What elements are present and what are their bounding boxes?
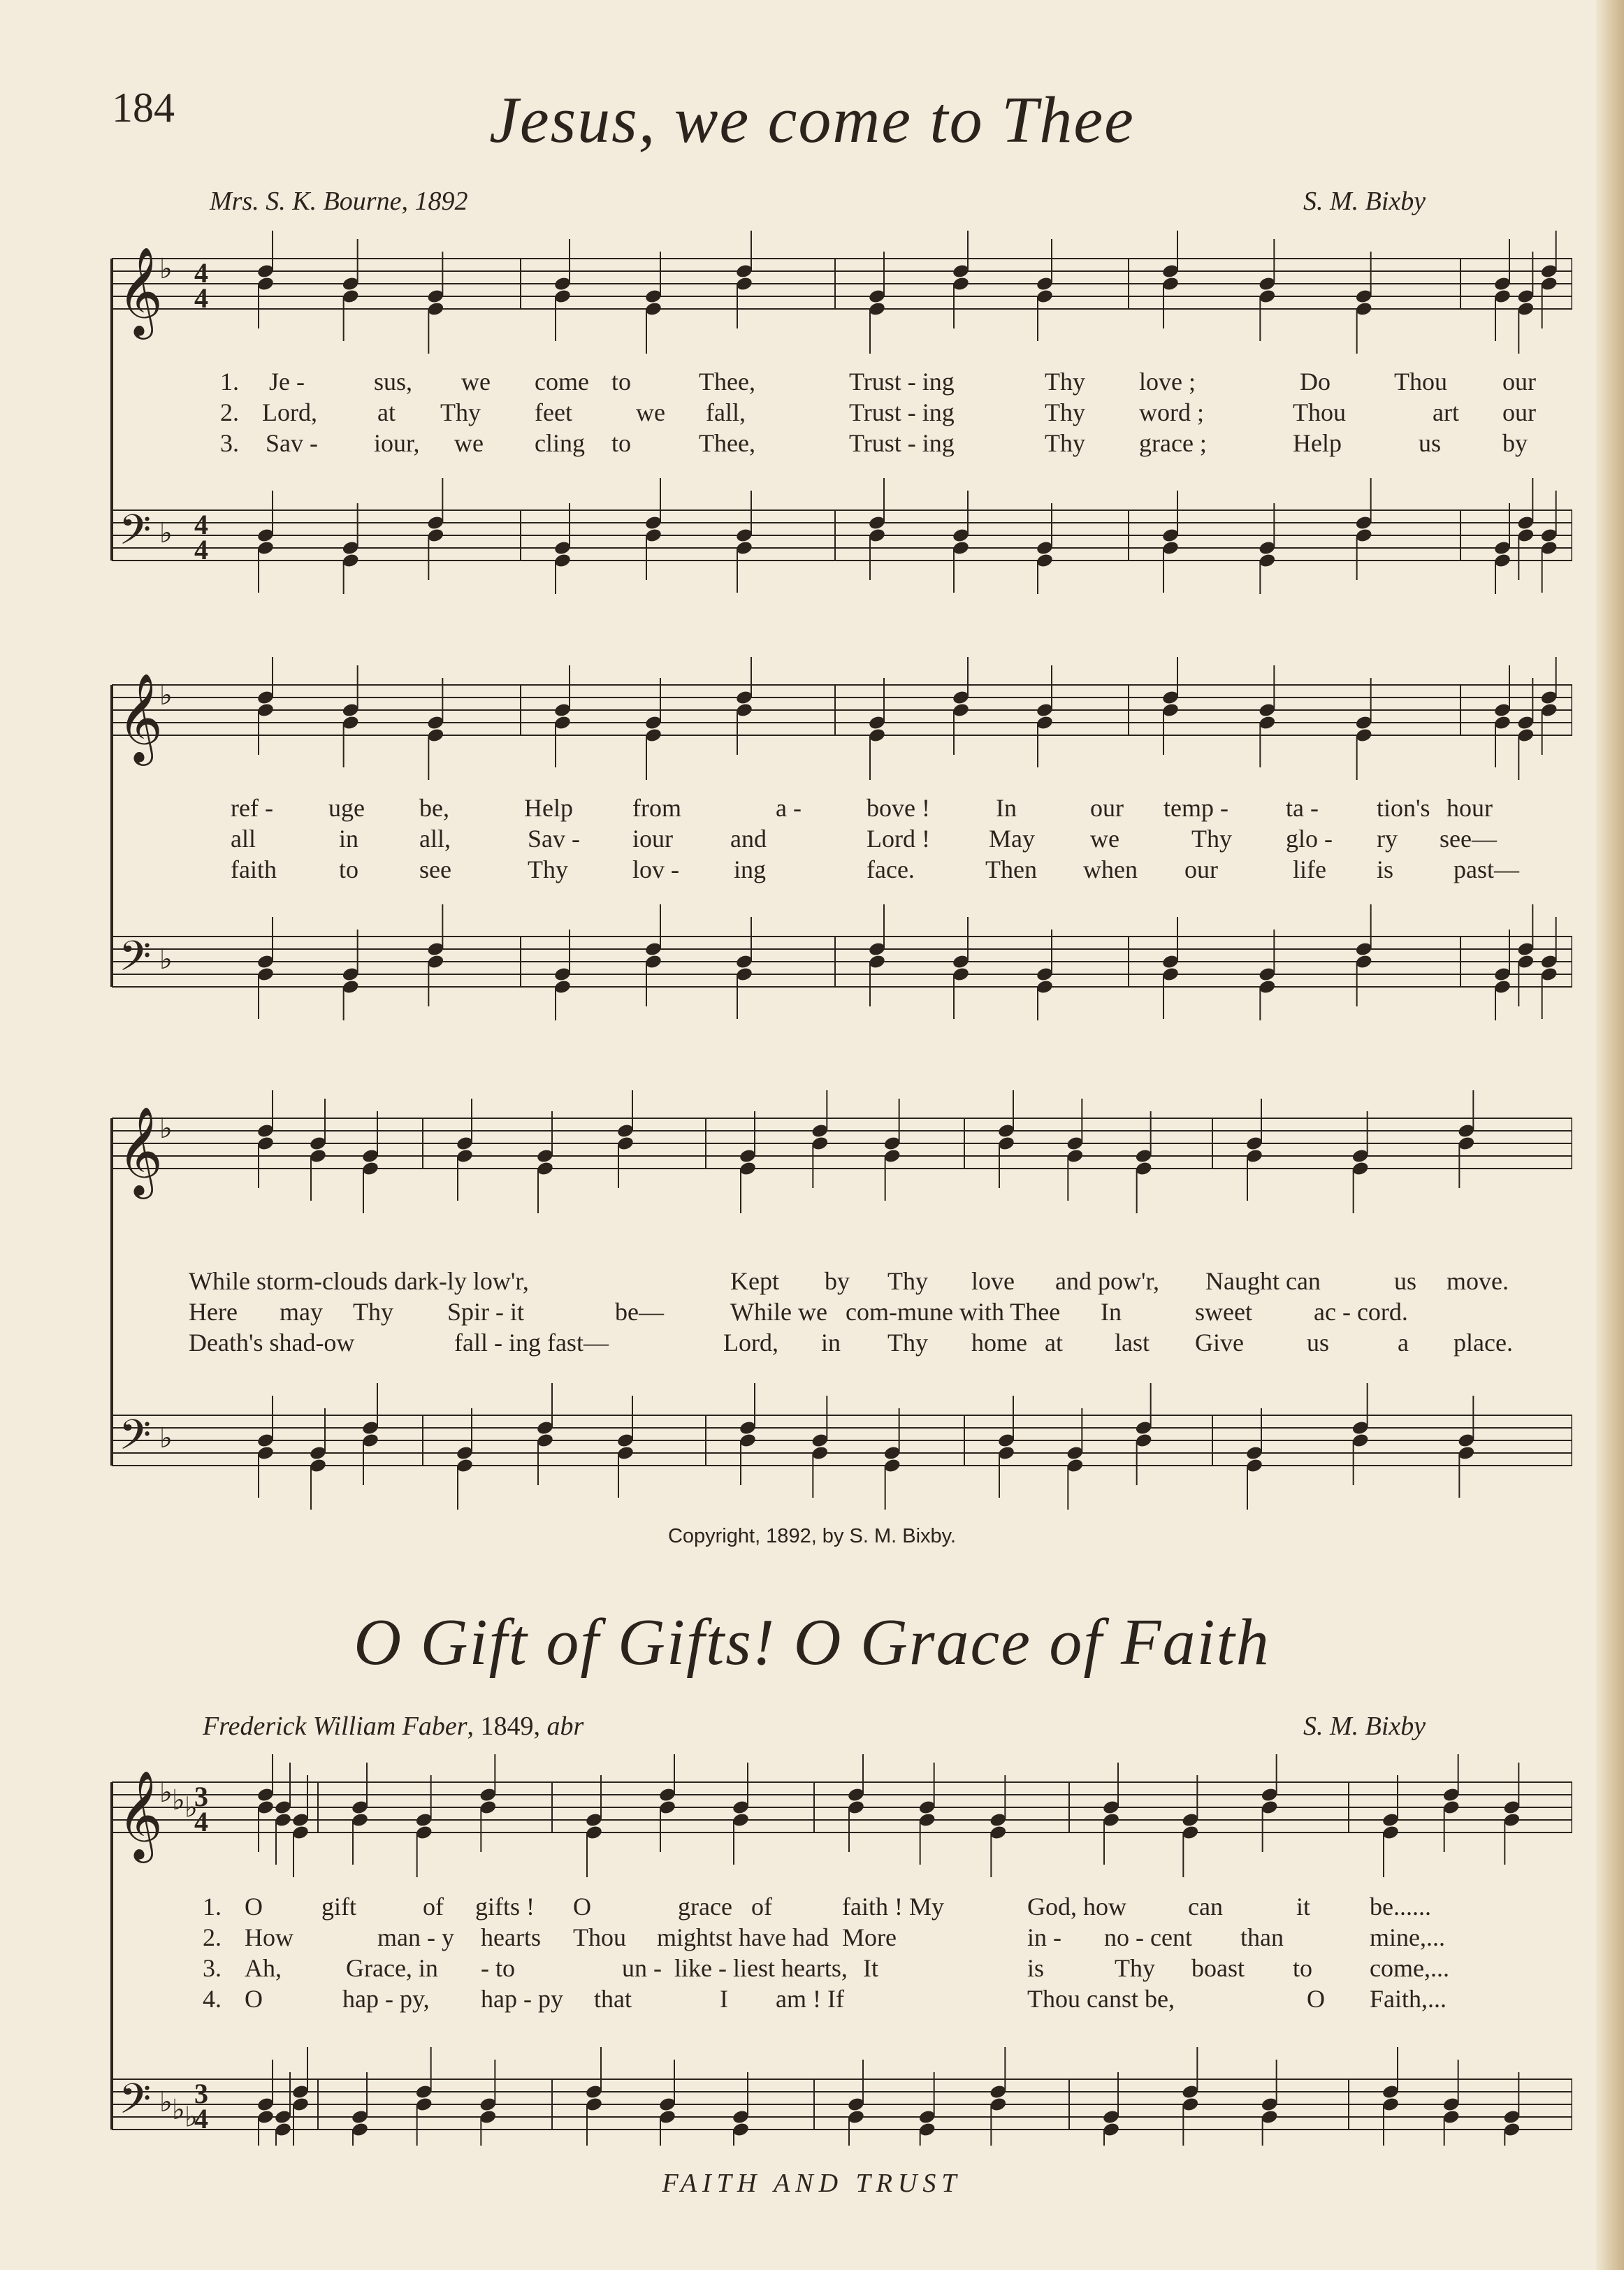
page-number: 184 (112, 85, 175, 131)
lyric-syllable: In (996, 794, 1017, 822)
lyric-syllable: Thou (1394, 368, 1447, 396)
lyric-syllable: un - (622, 1954, 662, 1982)
lyric-syllable: Thee, (699, 429, 755, 457)
lyric-syllable: Give (1195, 1329, 1244, 1357)
time-signature-denominator: 4 (194, 282, 208, 314)
lyric-syllable: 4. (203, 1985, 222, 2013)
bass-clef-icon: 𝄢 (119, 1410, 152, 1469)
hymn2-title: O Gift of Gifts! O Grace of Faith (354, 1606, 1270, 1679)
flat-icon: ♭ (184, 2101, 198, 2133)
author-name: Frederick William Faber (203, 1712, 467, 1741)
lyric-syllable: Thou (1293, 398, 1346, 426)
time-signature-denominator: 4 (194, 1806, 208, 1837)
hymn2-system-1 (105, 1754, 1572, 2146)
lyric-syllable: Naught can (1205, 1267, 1321, 1295)
lyric-syllable: in - (1027, 1923, 1061, 1951)
lyric-syllable: when (1083, 855, 1138, 883)
lyrics-block (105, 793, 1572, 885)
lyric-syllable: than (1240, 1923, 1284, 1951)
lyric-syllable: be— (615, 1298, 664, 1326)
lyric-syllable: Sav - (266, 429, 318, 457)
lyric-syllable: be, (419, 794, 449, 822)
lyric-syllable: see— (1440, 825, 1497, 853)
lyric-syllable: of (423, 1893, 444, 1921)
lyric-syllable: face. (867, 855, 915, 883)
lyric-syllable: Help (1293, 429, 1342, 457)
lyric-syllable: God, how (1027, 1893, 1126, 1921)
lyric-syllable: art (1433, 398, 1459, 426)
verse-line (105, 1297, 1572, 1328)
time-signature-denominator: 4 (194, 534, 208, 565)
lyric-syllable: see (419, 855, 451, 883)
bass-clef-icon: 𝄢 (119, 2074, 152, 2133)
lyric-syllable: 1. (203, 1893, 222, 1921)
treble-clef-icon: 𝄞 (117, 1770, 164, 1859)
lyric-syllable: temp - (1163, 794, 1228, 822)
time-signature-denominator: 4 (194, 2103, 208, 2134)
lyric-syllable: us (1307, 1329, 1330, 1357)
lyric-syllable: iour, (374, 429, 420, 457)
lyric-syllable: our (1502, 368, 1536, 396)
lyric-syllable: to (339, 855, 359, 883)
lyric-syllable: Thy (1115, 1954, 1155, 1982)
lyric-syllable: Faith,... (1370, 1985, 1447, 2013)
time-signature-numerator: 4 (194, 509, 208, 540)
lyric-syllable: life (1293, 855, 1326, 883)
flat-icon: ♭ (159, 2086, 173, 2118)
lyric-syllable: like - liest hearts, (674, 1954, 848, 1982)
lyric-syllable: come (535, 368, 589, 396)
lyric-syllable: ta - (1286, 794, 1319, 822)
lyric-syllable: It (863, 1954, 878, 1982)
lyric-syllable: I (720, 1985, 728, 2013)
lyric-syllable: Ah, (245, 1954, 282, 1982)
lyric-syllable: mine,... (1370, 1923, 1445, 1951)
lyric-syllable: and (730, 825, 767, 853)
lyric-syllable: past— (1453, 855, 1519, 883)
lyric-syllable: at (1045, 1329, 1063, 1357)
lyric-syllable: is (1027, 1954, 1045, 1982)
lyric-syllable: Spir - it (447, 1298, 525, 1326)
lyric-syllable: ry (1377, 825, 1398, 853)
hymn1-copyright: Copyright, 1892, by S. M. Bixby. (667, 1525, 957, 1547)
flat-icon: ♭ (159, 517, 173, 549)
lyric-syllable: our (1502, 398, 1536, 426)
lyrics-block (105, 367, 1572, 459)
lyric-syllable: Thy (353, 1298, 393, 1326)
lyric-syllable: Trust - ing (849, 368, 955, 396)
lyric-syllable: ref - (231, 794, 273, 822)
lyric-syllable: Lord ! (867, 825, 930, 853)
lyric-syllable: man - y (377, 1923, 454, 1951)
lyric-syllable: sweet (1195, 1298, 1252, 1326)
lyric-syllable: hearts (481, 1923, 541, 1951)
time-signature-numerator: 4 (194, 257, 208, 289)
lyric-syllable: that (594, 1985, 632, 2013)
lyrics-block (105, 1892, 1572, 2015)
lyric-syllable: - to (481, 1954, 515, 1982)
lyric-syllable: How (245, 1923, 293, 1951)
lyric-syllable: Thy (887, 1329, 928, 1357)
hymn1-system-1 (105, 231, 1572, 594)
lyric-syllable: hap - py (481, 1985, 563, 2013)
hymn1-title: Jesus, we come to Thee (489, 84, 1135, 157)
hymn2-author (203, 1711, 583, 1742)
lyric-syllable: faith ! My (842, 1893, 944, 1921)
lyric-syllable: glo - (1286, 825, 1333, 853)
lyric-syllable: More (842, 1923, 897, 1951)
lyrics-block (105, 1266, 1572, 1359)
page-edge (1596, 0, 1624, 2270)
verse-line (105, 1266, 1572, 1297)
lyric-syllable: fall, (706, 398, 746, 426)
lyric-syllable: Thy (887, 1267, 928, 1295)
lyric-syllable: all, (419, 825, 451, 853)
lyric-syllable: fall - ing fast— (454, 1329, 609, 1357)
lyric-syllable: faith (231, 855, 277, 883)
lyric-syllable: Kept (730, 1267, 779, 1295)
lyric-syllable: bove ! (867, 794, 930, 822)
lyric-syllable: Lord, (723, 1329, 778, 1357)
lyric-syllable: we (461, 368, 491, 396)
lyric-syllable: love ; (1139, 368, 1196, 396)
lyric-syllable: While storm-clouds dark-ly low'r, (189, 1267, 529, 1295)
lyric-syllable: place. (1453, 1329, 1513, 1357)
lyric-syllable: Thy (1045, 398, 1085, 426)
lyric-syllable: Help (524, 794, 573, 822)
lyric-syllable: Thy (528, 855, 568, 883)
time-signature-numerator: 3 (194, 2078, 208, 2109)
verse-line (105, 793, 1572, 824)
lyric-syllable: us (1419, 429, 1442, 457)
lyric-syllable: Thy (1045, 429, 1085, 457)
lyric-syllable: Thee, (699, 368, 755, 396)
lyric-syllable: our (1184, 855, 1218, 883)
lyric-syllable: Thy (1191, 825, 1232, 853)
lyric-syllable: hour (1447, 794, 1493, 822)
flat-icon: ♭ (159, 679, 173, 711)
lyric-syllable: and pow'r, (1055, 1267, 1160, 1295)
lyric-syllable: at (377, 398, 396, 426)
treble-clef-icon: 𝄞 (117, 246, 164, 335)
lyric-syllable: Then (985, 855, 1037, 883)
lyric-syllable: Sav - (528, 825, 580, 853)
lyric-syllable: last (1115, 1329, 1150, 1357)
lyric-syllable: to (611, 429, 632, 457)
lyric-syllable: boast (1191, 1954, 1245, 1982)
lyric-syllable: Here (189, 1298, 238, 1326)
lyric-syllable: Lord, (262, 398, 317, 426)
lyric-syllable: Do (1300, 368, 1331, 396)
lyric-syllable: in (339, 825, 359, 853)
bass-clef-icon: 𝄢 (119, 932, 152, 990)
verse-line (105, 1923, 1572, 1953)
lyric-syllable: of (751, 1893, 772, 1921)
lyric-syllable: sus, (374, 368, 413, 396)
verse-line (105, 855, 1572, 885)
lyric-syllable: am ! If (776, 1985, 844, 2013)
bass-clef-icon: 𝄢 (119, 505, 152, 564)
lyric-syllable: iour (632, 825, 673, 853)
lyric-syllable: ac - cord. (1314, 1298, 1408, 1326)
lyric-syllable: by (1502, 429, 1528, 457)
lyric-syllable: Thou (573, 1923, 626, 1951)
lyric-syllable: to (1293, 1954, 1313, 1982)
lyric-syllable: O (573, 1893, 591, 1921)
lyric-syllable: Death's shad-ow (189, 1329, 355, 1357)
lyric-syllable: cling (535, 429, 585, 457)
hymn1-system-3 (105, 1090, 1572, 1510)
lyric-syllable: no - cent (1104, 1923, 1192, 1951)
lyric-syllable: 1. (220, 368, 239, 396)
lyric-syllable: word ; (1139, 398, 1204, 426)
hymn1-author: Mrs. S. K. Bourne, 1892 (210, 187, 468, 216)
lyric-syllable: Thy (1045, 368, 1085, 396)
lyric-syllable: Thou canst be, (1027, 1985, 1175, 2013)
lyric-syllable: grace (678, 1893, 732, 1921)
lyric-syllable: Je - (269, 368, 305, 396)
lyric-syllable: is (1377, 855, 1394, 883)
flat-icon: ♭ (159, 253, 173, 284)
lyric-syllable: gifts ! (475, 1893, 535, 1921)
lyric-syllable: com-mune with Thee (846, 1298, 1061, 1326)
verse-line (105, 398, 1572, 428)
lyric-syllable: to (611, 368, 632, 396)
lyric-syllable: In (1101, 1298, 1122, 1326)
lyric-syllable: lov - (632, 855, 679, 883)
lyric-syllable: move. (1447, 1267, 1509, 1295)
lyric-syllable: mightst have had (657, 1923, 829, 1951)
lyric-syllable: O (245, 1893, 263, 1921)
lyric-syllable: can (1188, 1893, 1223, 1921)
lyric-syllable: love (971, 1267, 1015, 1295)
flat-icon: ♭ (172, 1784, 185, 1816)
verse-line (105, 824, 1572, 855)
lyric-syllable: May (989, 825, 1035, 853)
page-footer: FAITH AND TRUST (662, 2169, 962, 2198)
author-year: , 1849, (467, 1712, 547, 1741)
verse-line (105, 1984, 1572, 2015)
hymn2-composer: S. M. Bixby (1303, 1712, 1426, 1741)
hymn1-composer: S. M. Bixby (1303, 187, 1426, 216)
lyric-syllable: we (636, 398, 665, 426)
lyric-syllable: hap - py, (342, 1985, 430, 2013)
lyric-syllable: 2. (220, 398, 239, 426)
verse-line (105, 367, 1572, 398)
verse-line (105, 1328, 1572, 1359)
lyric-syllable: we (1090, 825, 1119, 853)
flat-icon: ♭ (159, 1113, 173, 1144)
flat-icon: ♭ (159, 1777, 173, 1808)
lyric-syllable: all (231, 825, 256, 853)
flat-icon: ♭ (159, 944, 173, 975)
time-signature-numerator: 3 (194, 1781, 208, 1812)
lyric-syllable: tion's (1377, 794, 1430, 822)
lyric-syllable: grace ; (1139, 429, 1207, 457)
lyric-syllable: feet (535, 398, 572, 426)
lyric-syllable: it (1296, 1893, 1311, 1921)
lyric-syllable: gift (321, 1893, 356, 1921)
lyric-syllable: ing (734, 855, 767, 883)
verse-line (105, 1953, 1572, 1984)
lyric-syllable: a - (776, 794, 802, 822)
lyric-syllable: may (280, 1298, 323, 1326)
lyric-syllable: come,... (1370, 1954, 1449, 1982)
hymn1-system-2 (105, 657, 1572, 1020)
lyric-syllable: While we (730, 1298, 827, 1326)
lyric-syllable: from (632, 794, 681, 822)
lyric-syllable: Trust - ing (849, 429, 955, 457)
flat-icon: ♭ (172, 2093, 185, 2125)
lyric-syllable: 3. (220, 429, 239, 457)
lyric-syllable: by (825, 1267, 850, 1295)
lyric-syllable: 2. (203, 1923, 222, 1951)
verse-line (105, 1892, 1572, 1923)
lyric-syllable: Trust - ing (849, 398, 955, 426)
lyric-syllable: O (245, 1985, 263, 2013)
lyric-syllable: we (454, 429, 484, 457)
lyric-syllable: O (1307, 1985, 1325, 2013)
lyric-syllable: in (821, 1329, 841, 1357)
treble-clef-icon: 𝄞 (117, 672, 164, 762)
lyric-syllable: Thy (440, 398, 481, 426)
verse-line (105, 428, 1572, 459)
lyric-syllable: 3. (203, 1954, 222, 1982)
lyric-syllable: home (971, 1329, 1027, 1357)
lyric-syllable: a (1398, 1329, 1409, 1357)
flat-icon: ♭ (184, 1791, 198, 1823)
lyric-syllable: be...... (1370, 1893, 1431, 1921)
flat-icon: ♭ (159, 1422, 173, 1454)
author-note: abr (546, 1712, 584, 1741)
lyric-syllable: Grace, in (346, 1954, 438, 1982)
lyric-syllable: us (1394, 1267, 1417, 1295)
treble-clef-icon: 𝄞 (117, 1106, 164, 1195)
lyric-syllable: our (1090, 794, 1124, 822)
lyric-syllable: uge (328, 794, 365, 822)
